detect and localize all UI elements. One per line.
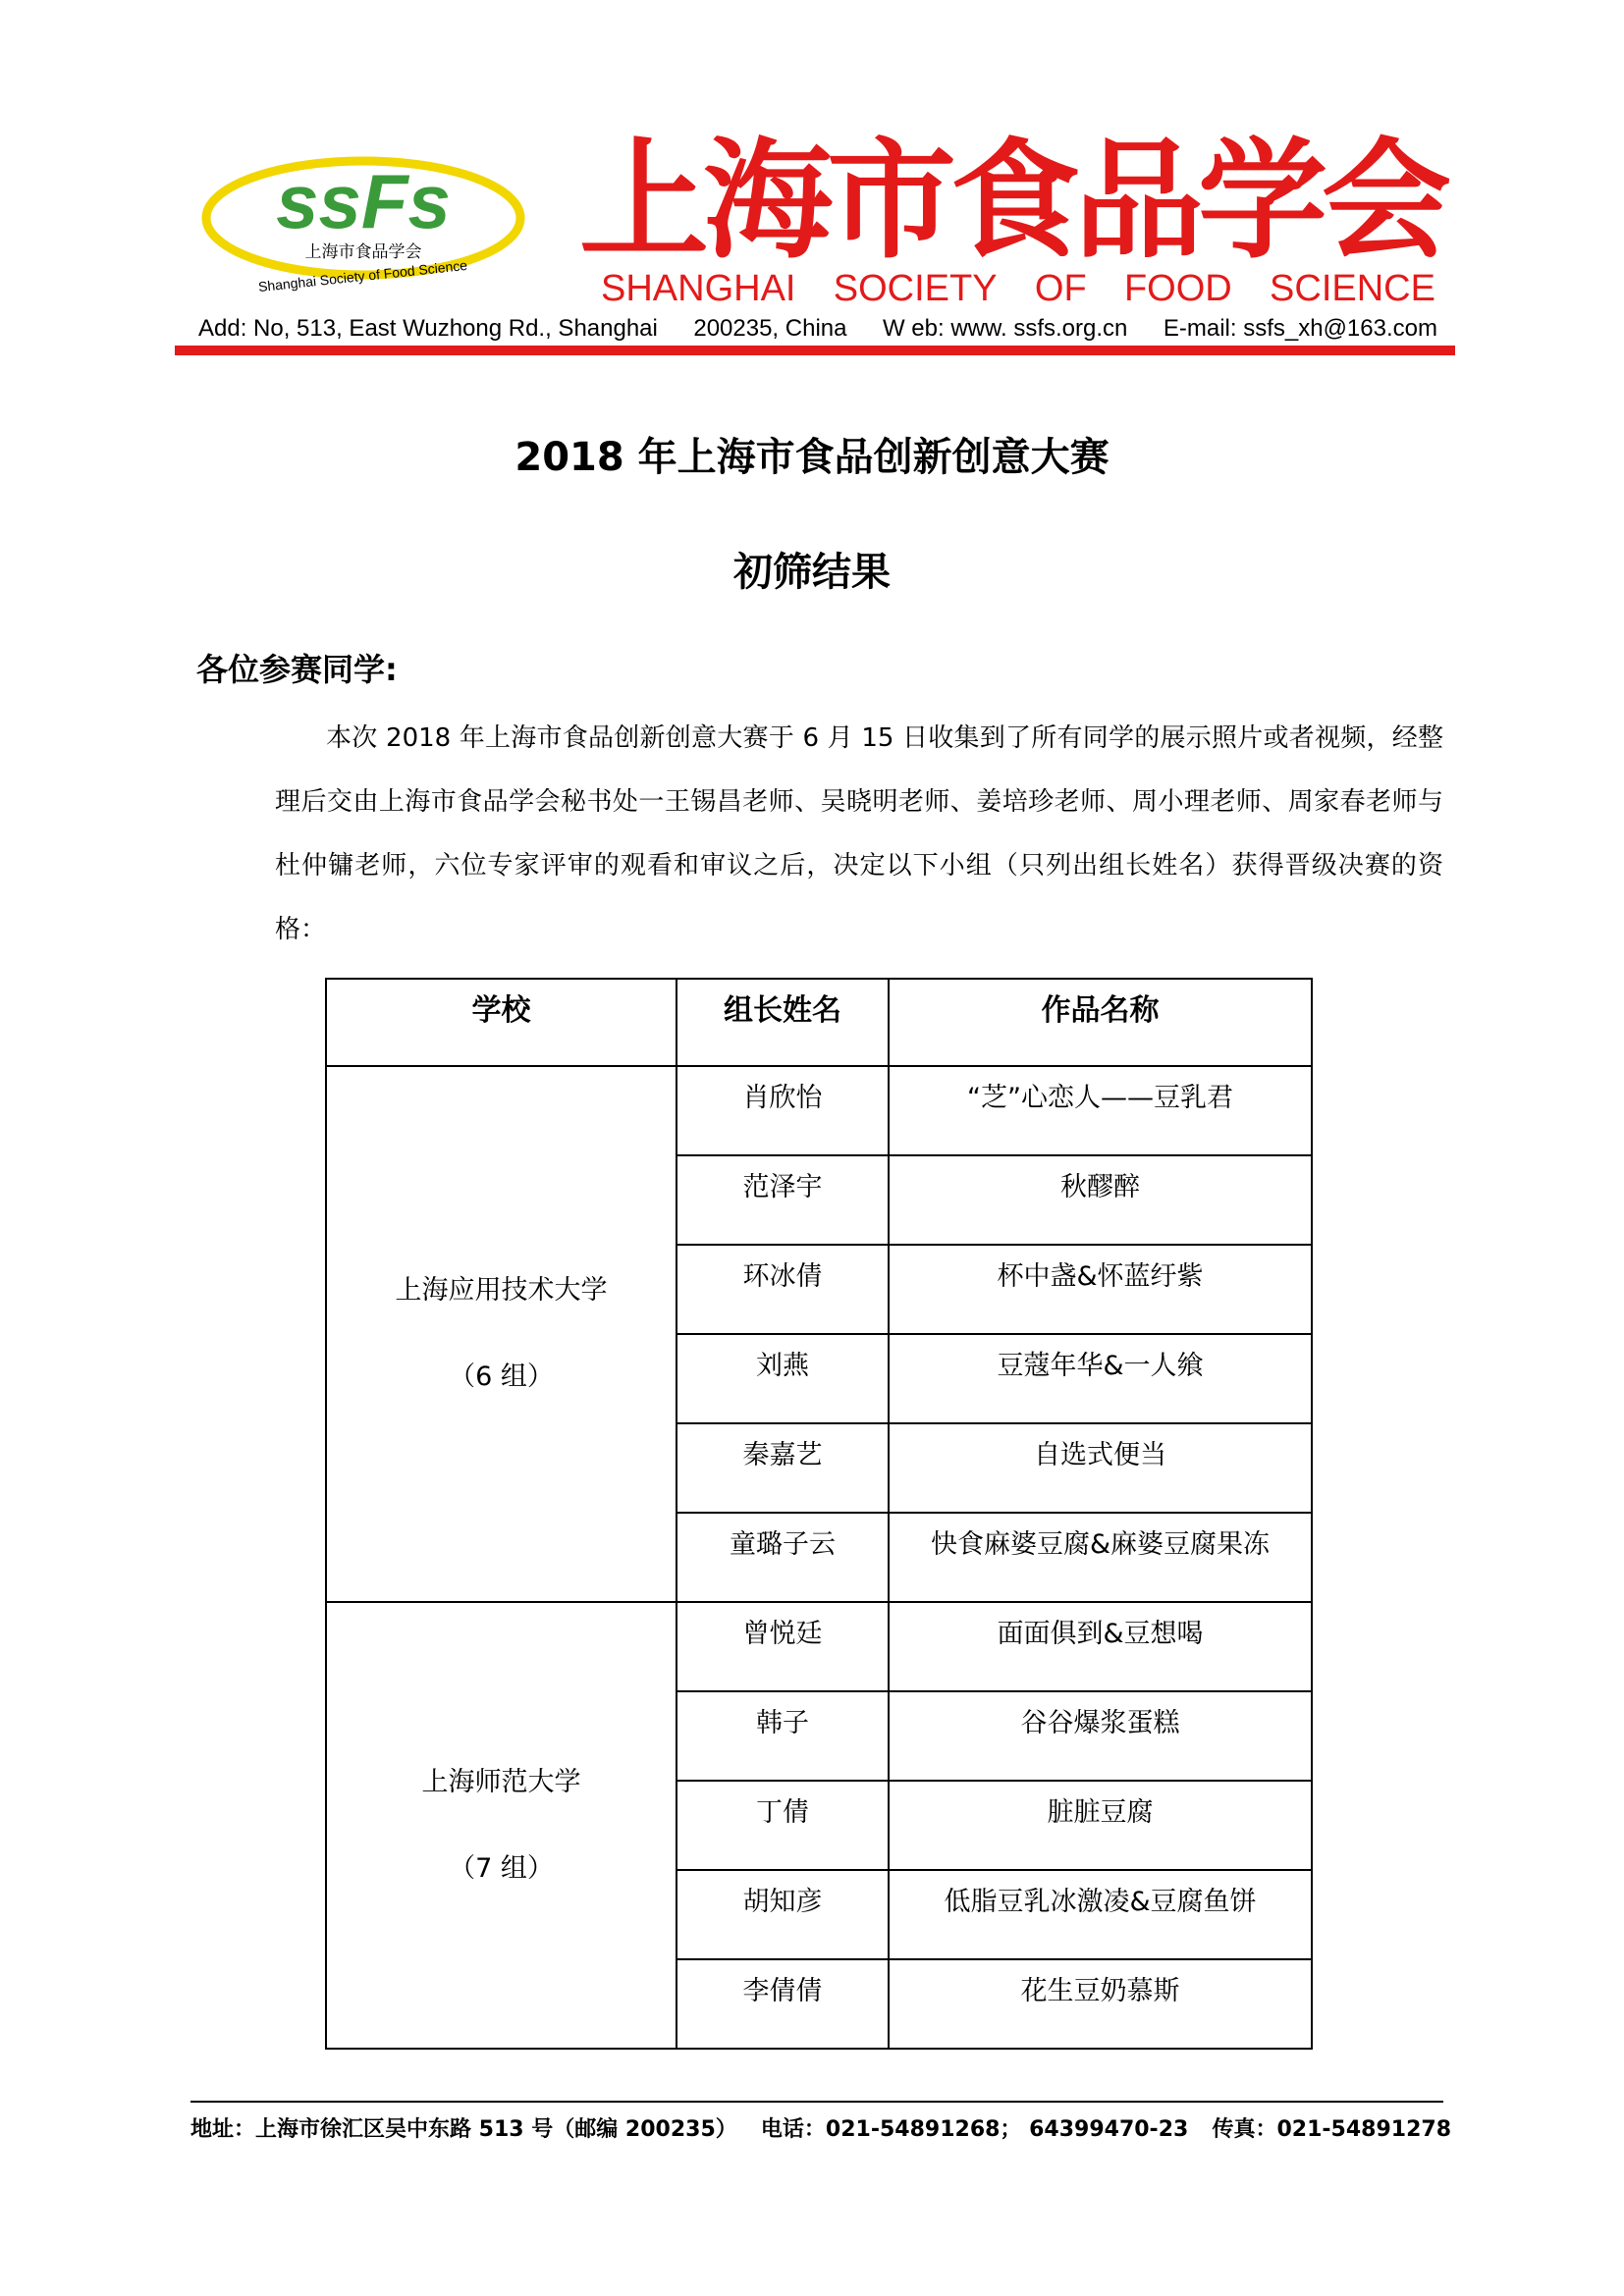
work-title: 谷谷爆浆蛋糕 [889, 1691, 1312, 1781]
header-work: 作品名称 [889, 979, 1312, 1066]
table-row [326, 1066, 1312, 1155]
leader-name: 范泽宇 [677, 1155, 889, 1245]
school-cell [326, 1066, 677, 1602]
english-word: SOCIETY [833, 268, 998, 309]
english-word: SHANGHAI [601, 268, 796, 309]
english-word: OF [1034, 268, 1087, 309]
leader-name: 肖欣怡 [677, 1066, 889, 1155]
results-table [325, 978, 1313, 2050]
group-count: （6 组） [449, 1362, 554, 1392]
table-header-row [326, 979, 1312, 1066]
logo-english-name: Shanghai Society of Food Science [257, 256, 468, 294]
work-title: 快食麻婆豆腐&麻婆豆腐果冻 [889, 1513, 1312, 1602]
society-logo [196, 137, 530, 294]
footer [190, 2110, 1451, 2150]
leader-name: 李倩倩 [677, 1959, 889, 2049]
leader-name: 秦嘉艺 [677, 1423, 889, 1513]
english-word: FOOD [1123, 268, 1232, 309]
contact-postcode: 200235, China [693, 315, 847, 342]
letterhead-divider [175, 346, 1455, 355]
header-school: 学校 [326, 979, 677, 1066]
logo-chinese-name: 上海市食品学会 [304, 242, 422, 262]
leader-name: 韩子 [677, 1691, 889, 1781]
work-title: 自选式便当 [889, 1423, 1312, 1513]
work-title: 面面俱到&豆想喝 [889, 1602, 1312, 1691]
footer-phone: 电话：021-54891268； 64399470-23 [760, 2117, 1189, 2142]
contact-line [198, 312, 1437, 346]
contact-email[interactable]: E-mail: ssfs_xh@163.com [1163, 315, 1437, 342]
contact-web[interactable]: W eb: www. ssfs.org.cn [882, 315, 1128, 342]
school-name: 上海应用技术大学 [395, 1275, 608, 1306]
footer-divider [190, 2101, 1443, 2103]
leader-name: 童璐子云 [677, 1513, 889, 1602]
school-cell [326, 1602, 677, 2049]
leader-name: 曾悦廷 [677, 1602, 889, 1691]
english-word: SCIENCE [1270, 268, 1435, 309]
work-title: 豆蔻年华&一人飨 [889, 1334, 1312, 1423]
society-name-english [601, 265, 1435, 312]
group-count: （7 组） [449, 1852, 554, 1884]
logo-letters: ssFs [276, 158, 451, 244]
leader-name: 环冰倩 [677, 1245, 889, 1334]
body-paragraph: 本次 2018 年上海市食品创新创意大赛于 6 月 15 日收集到了所有同学的展示照片或者视频，经整理后交由上海市食品学会秘书处一王锡昌老师、吴晓明老师、姜培珍老师、周小理老师、周家春老师与杜仲镛老师，六位专家评审的观看和审议之后，决定以下小组（只列出组长姓名）获得晋级决赛的资格： [275, 723, 1443, 944]
footer-fax: 传真：021-54891278 [1212, 2117, 1451, 2142]
work-title: 秋醪醉 [889, 1155, 1312, 1245]
leader-name: 胡知彦 [677, 1870, 889, 1959]
leader-name: 丁倩 [677, 1781, 889, 1870]
leader-name: 刘燕 [677, 1334, 889, 1423]
work-title: 低脂豆乳冰激凌&豆腐鱼饼 [889, 1870, 1312, 1959]
work-title: 花生豆奶慕斯 [889, 1959, 1312, 2049]
header-leader: 组长姓名 [677, 979, 889, 1066]
table-row [326, 1602, 1312, 1691]
work-title: 杯中盏&怀蓝纡紫 [889, 1245, 1312, 1334]
salutation: 各位参赛同学: [196, 651, 398, 688]
page-title: 2018 年上海市食品创新创意大赛 [514, 435, 1110, 480]
contact-address: Add: No, 513, East Wuzhong Rd., Shanghai [198, 315, 658, 342]
footer-address: 地址：上海市徐汇区吴中东路 513 号（邮编 200235） [190, 2117, 737, 2142]
page-subtitle: 初筛结果 [733, 550, 891, 595]
work-title: “芝”心恋人——豆乳君 [889, 1066, 1312, 1155]
school-name: 上海师范大学 [421, 1766, 581, 1797]
society-name-chinese: 上海市食品学会 [579, 125, 1445, 277]
work-title: 脏脏豆腐 [889, 1781, 1312, 1870]
